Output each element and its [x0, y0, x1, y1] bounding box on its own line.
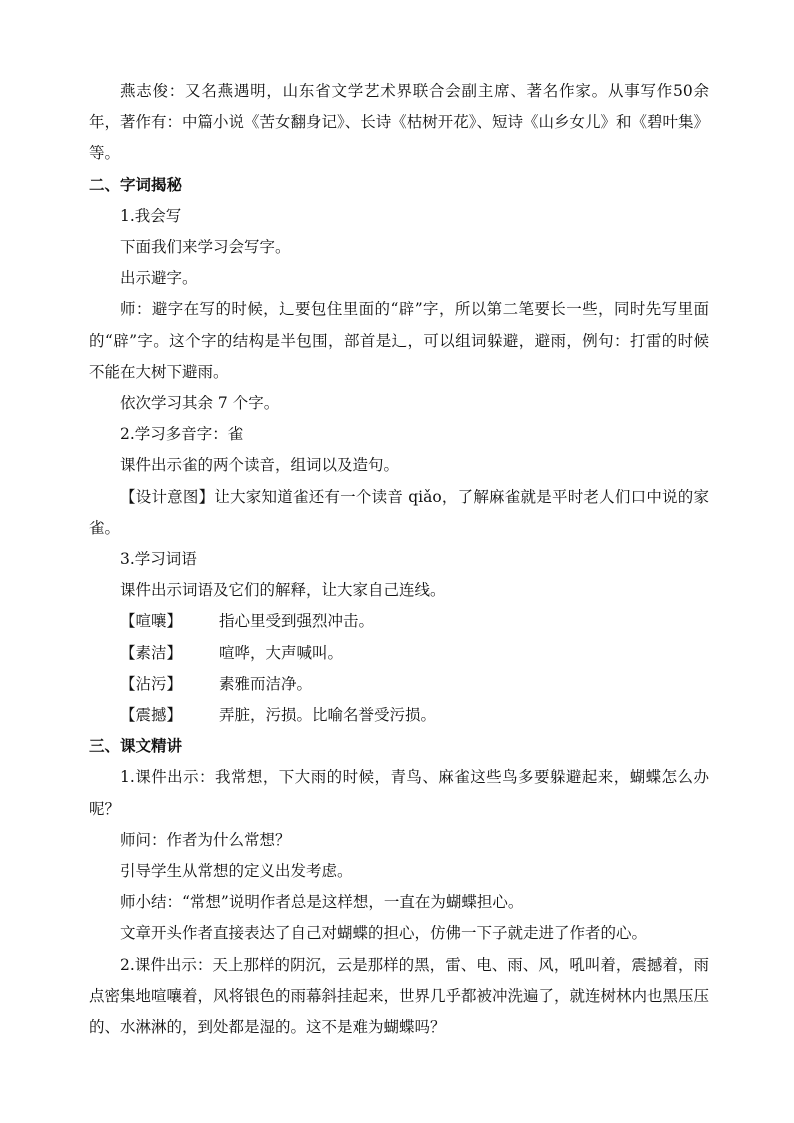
paragraph: 课件出示词语及它们的解释，让大家自己连线。: [120, 581, 446, 600]
paragraph: 出示避字。: [120, 269, 198, 288]
paragraph: 师问：作者为什么常想？: [120, 830, 291, 849]
term-row: [89, 700, 709, 731]
subsection-title-writing: 1.我会写: [120, 206, 182, 225]
term-word: 【素洁】: [120, 643, 183, 662]
term-row: [89, 606, 709, 637]
subsection-title-words: 3.学习词语: [120, 550, 197, 569]
term-definition: 弄脏，污损。比喻名誉受污损。: [219, 706, 437, 725]
term-word: 【沾污】: [120, 674, 183, 693]
author-intro-paragraph: 燕志俊：又名燕遇明，山东省文学艺术界联合会副主席、著名作家。从事写作50余年，著作有：中篇小说《苦女翻身记》、长诗《枯树开花》、短诗《山乡女儿》和《碧叶集》等。: [89, 82, 710, 163]
term-word: 【震撼】: [120, 706, 183, 725]
term-definition: 指心里受到强烈冲击。: [219, 612, 375, 631]
paragraph: 依次学习其余 7 个字。: [120, 394, 280, 413]
paragraph: 师小结：“常想”说明作者总是这样想，一直在为蝴蝶担心。: [120, 893, 524, 912]
term-definition: 喧哗，大声喊叫。: [219, 643, 344, 662]
paragraph: 引导学生从常想的定义出发考虑。: [120, 862, 353, 881]
term-word: 【喧嚷】: [120, 612, 183, 631]
term-definition: 素雅而洁净。: [219, 674, 313, 693]
paragraph: 下面我们来学习会写字。: [120, 238, 291, 257]
paragraph: 1.课件出示：我常想，下大雨的时候，青鸟、麻雀这些鸟多要躲避起来，蝴蝶怎么办呢？: [89, 768, 709, 818]
term-row: [89, 638, 709, 669]
document-body: [89, 76, 709, 1043]
paragraph: 课件出示雀的两个读音，组词以及造句。: [120, 456, 400, 475]
design-intent-paragraph: 【设计意图】让大家知道雀还有一个读音 qiǎo，了解麻雀就是平时老人们口中说的家雀。: [89, 487, 709, 537]
subsection-title-polyphone: 2.学习多音字：雀: [120, 425, 244, 444]
section-heading-text-analysis: 三、课文精讲: [89, 737, 183, 756]
paragraph: 2.课件出示：天上那样的阴沉，云是那样的黑，雷、电、雨、风，吼叫着，震撼着，雨点密集地喧嚷着，风将银色的雨幕斜挂起来，世界几乎都被冲洗遍了，就连树林内也黑压压的、水淋淋的，到处都是湿的。这不是难为蝴蝶吗？: [89, 955, 710, 1037]
paragraph: 文章开头作者直接表达了自己对蝴蝶的担心，仿佛一下子就走进了作者的心。: [120, 924, 648, 943]
term-row: [89, 669, 709, 700]
teacher-explanation-paragraph: 师：避字在写的时候，辶要包住里面的“辟”字，所以第二笔要长一些，同时先写里面的“辟”字。这个字的结构是半包围，部首是辶，可以组词躲避，避雨，例句：打雷的时候不能在大树下避雨。: [89, 300, 709, 381]
section-heading-vocabulary: 二、字词揭秘: [89, 175, 183, 194]
